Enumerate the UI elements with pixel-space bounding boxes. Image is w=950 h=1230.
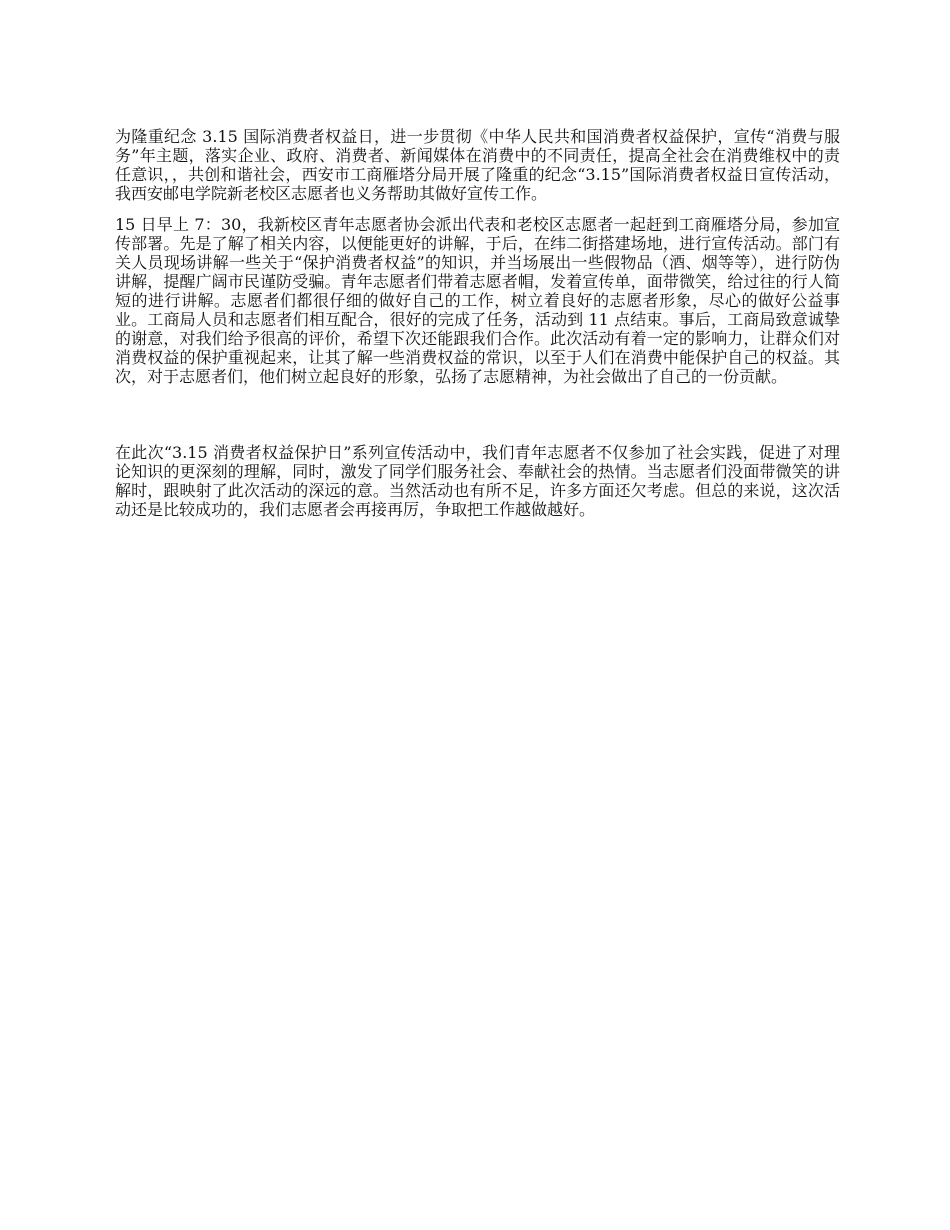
- paragraph-summary: 在此次“3.15 消费者权益保护日”系列宣传活动中，我们青年志愿者不仅参加了社会实践，促进了对理论知识的更深刻的理解，同时，激发了同学们服务社会、奉献社会的热情。当志愿者们没面带微笑的讲解时，跟映射了此次活动的深远的意。当然活动也有所不足，许多方面还欠考虑。但总的来说，这次活动还是比较成功的，我们志愿者会再接再厉，争取把工作越做越好。: [115, 443, 840, 519]
- document-body: [115, 127, 840, 519]
- paragraph-activity-details: 15 日早上 7：30，我新校区青年志愿者协会派出代表和老校区志愿者一起赶到工商雁塔分局，参加宣传部署。先是了解了相关内容，以便能更好的讲解，于后，在纬二街搭建场地，进行宣传活动。部门有关人员现场讲解一些关于“保护消费者权益”的知识，并当场展出一些假物品（酒、烟等等），进行防伪讲解，提醒广阔市民谨防受骗。青年志愿者们带着志愿者帽，发着宣传单，面带微笑，给过往的行人简短的进行讲解。志愿者们都很仔细的做好自己的工作，树立着良好的志愿者形象，尽心的做好公益事业。工商局人员和志愿者们相互配合，很好的完成了任务，活动到 11 点结束。事后，工商局致意诚挚的谢意，对我们给予很高的评价，希望下次还能跟我们合作。此次活动有着一定的影响力，让群众们对消费权益的保护重视起来，让其了解一些消费权益的常识，以至于人们在消费中能保护自己的权益。其次，对于志愿者们，他们树立起良好的形象，弘扬了志愿精神，为社会做出了自己的一份贡献。: [115, 215, 840, 386]
- paragraph-intro: 为隆重纪念 3.15 国际消费者权益日，进一步贯彻《中华人民共和国消费者权益保护，宣传“消费与服务”年主题，落实企业、政府、消费者、新闻媒体在消费中的不同责任，提高全社会在消费维权中的责任意识，，共创和谐社会，西安市工商雁塔分局开展了隆重的纪念“3.15”国际消费者权益日宣传活动，我西安邮电学院新老校区志愿者也义务帮助其做好宣传工作。: [115, 127, 840, 203]
